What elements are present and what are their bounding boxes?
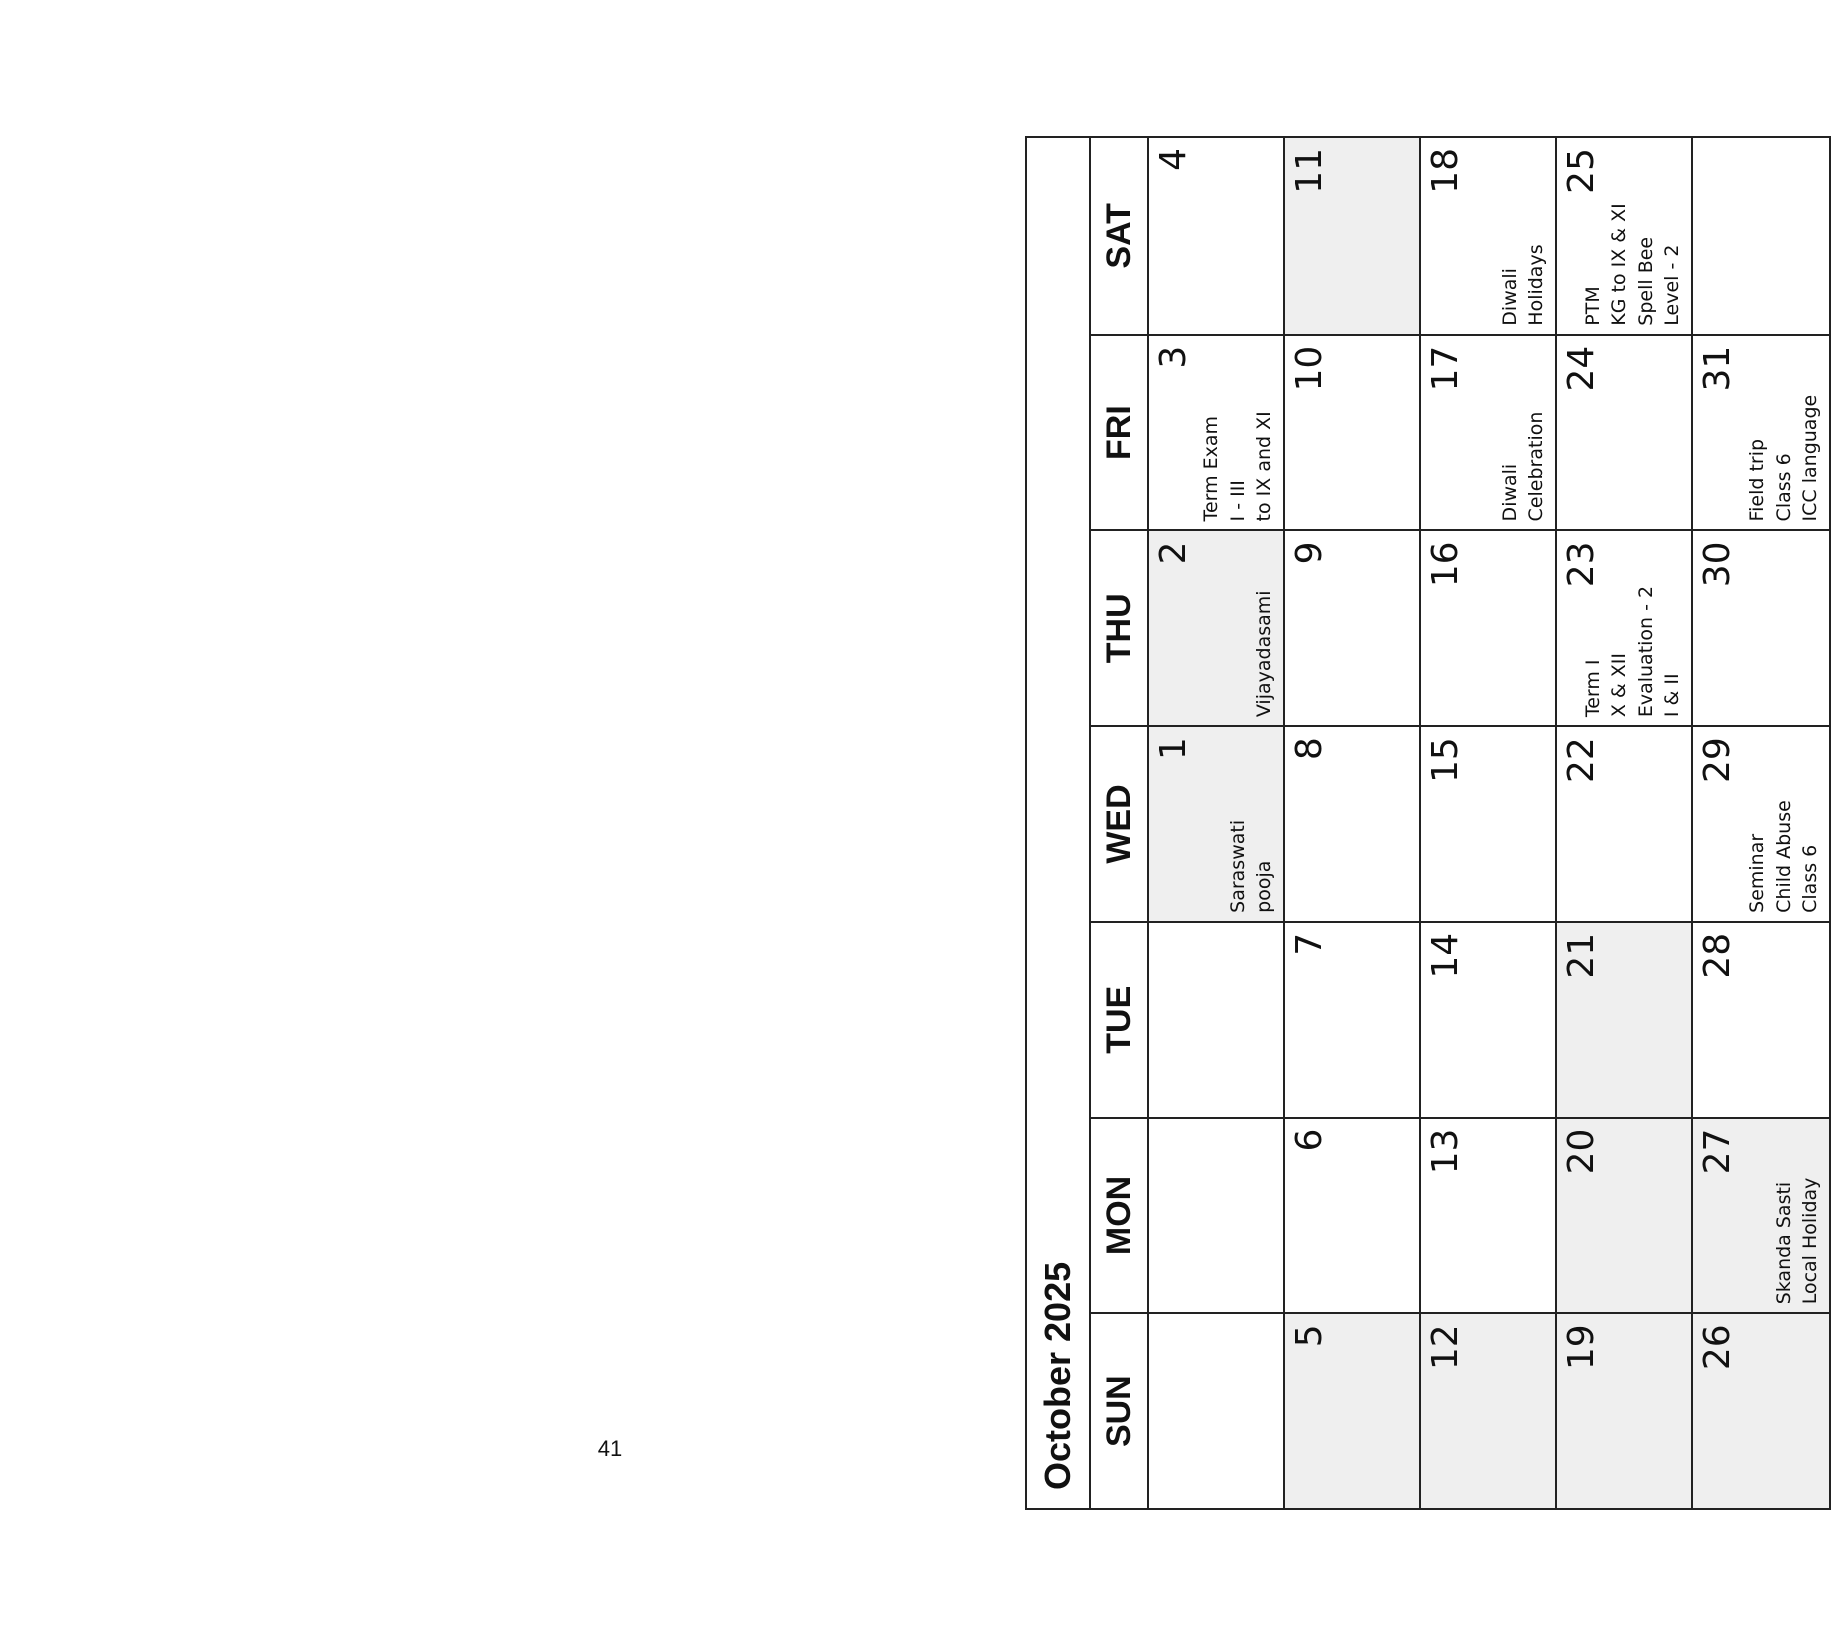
day-number: 26 <box>1697 1324 1738 1371</box>
day-event: PTM KG to IX & XI Spell Bee Level - 2 <box>1582 203 1683 326</box>
day-cell <box>1421 725 1557 921</box>
day-cell <box>1693 1117 1829 1313</box>
day-event: Term Exam I - III to IX and XI <box>1200 411 1275 522</box>
day-cell <box>1693 138 1829 334</box>
day-number: 11 <box>1289 148 1330 194</box>
day-cell <box>1285 921 1421 1117</box>
day-cell <box>1693 529 1829 725</box>
calendar-title: October 2025 <box>1027 138 1091 1508</box>
weekday-header: TUE <box>1091 921 1149 1117</box>
day-cell <box>1285 725 1421 921</box>
day-cell <box>1149 1312 1285 1508</box>
day-event: Saraswati pooja <box>1226 819 1275 913</box>
day-number: 16 <box>1425 541 1466 588</box>
day-number: 28 <box>1697 932 1738 979</box>
day-number: 17 <box>1425 345 1466 392</box>
day-cell <box>1557 529 1693 725</box>
page-number: 41 <box>597 1436 623 1461</box>
day-number: 23 <box>1561 541 1602 588</box>
day-cell <box>1557 921 1693 1117</box>
day-number: 21 <box>1561 932 1602 979</box>
day-event: Skanda Sasti Local Holiday <box>1772 1177 1821 1305</box>
day-cell <box>1693 921 1829 1117</box>
day-number: 5 <box>1289 1324 1330 1348</box>
day-cell <box>1285 138 1421 334</box>
day-cell <box>1693 1312 1829 1508</box>
day-event: Term I X & XII Evaluation - 2 I & II <box>1582 585 1683 718</box>
weekday-header: THU <box>1091 529 1149 725</box>
day-cell <box>1285 529 1421 725</box>
day-cell <box>1149 334 1285 530</box>
day-cell <box>1557 725 1693 921</box>
day-number: 20 <box>1561 1128 1602 1175</box>
day-cell <box>1149 921 1285 1117</box>
day-number: 7 <box>1289 932 1330 956</box>
day-number: 18 <box>1425 148 1466 194</box>
day-cell <box>1421 138 1557 334</box>
day-cell <box>1149 725 1285 921</box>
day-number: 24 <box>1561 345 1602 392</box>
day-number: 29 <box>1697 737 1738 783</box>
day-number: 8 <box>1289 737 1330 761</box>
day-number: 1 <box>1153 737 1194 761</box>
day-number: 2 <box>1153 541 1194 565</box>
weekday-header: MON <box>1091 1117 1149 1313</box>
day-cell <box>1285 1117 1421 1313</box>
day-number: 9 <box>1289 541 1330 565</box>
day-cell <box>1421 1312 1557 1508</box>
day-cell <box>1421 1117 1557 1313</box>
day-cell <box>1557 138 1693 334</box>
day-number: 3 <box>1153 345 1194 369</box>
day-cell <box>1421 921 1557 1117</box>
day-cell <box>1149 138 1285 334</box>
calendar-grid <box>1025 136 1831 1510</box>
day-cell <box>1285 334 1421 530</box>
day-cell <box>1149 1117 1285 1313</box>
day-number: 27 <box>1697 1128 1738 1175</box>
day-event: Seminar Child Abuse Class 6 <box>1746 800 1821 913</box>
day-cell <box>1421 529 1557 725</box>
day-cell <box>1557 1117 1693 1313</box>
day-number: 4 <box>1153 148 1194 171</box>
day-number: 31 <box>1697 345 1738 392</box>
day-cell <box>1149 529 1285 725</box>
day-event: Diwali Celebration <box>1498 411 1547 522</box>
day-event: Field trip Class 6 ICC language <box>1746 394 1821 522</box>
day-cell <box>1285 1312 1421 1508</box>
day-cell <box>1557 1312 1693 1508</box>
weekday-header: WED <box>1091 725 1149 921</box>
day-event: Diwali Holidays <box>1498 244 1547 326</box>
day-number: 10 <box>1289 345 1330 392</box>
day-number: 15 <box>1425 737 1466 783</box>
day-number: 12 <box>1425 1324 1466 1371</box>
day-number: 14 <box>1425 932 1466 979</box>
day-cell <box>1421 334 1557 530</box>
day-number: 25 <box>1561 148 1602 194</box>
weekday-header: SAT <box>1091 138 1149 334</box>
calendar <box>1025 136 1831 1510</box>
day-number: 19 <box>1561 1324 1602 1371</box>
weekday-header: SUN <box>1091 1312 1149 1508</box>
weekday-header: FRI <box>1091 334 1149 530</box>
day-number: 30 <box>1697 541 1738 588</box>
day-cell <box>1557 334 1693 530</box>
day-number: 6 <box>1289 1128 1330 1152</box>
day-cell <box>1693 334 1829 530</box>
day-event: Vijayadasami <box>1252 590 1275 718</box>
day-number: 13 <box>1425 1128 1466 1175</box>
day-cell <box>1693 725 1829 921</box>
day-number: 22 <box>1561 737 1602 783</box>
